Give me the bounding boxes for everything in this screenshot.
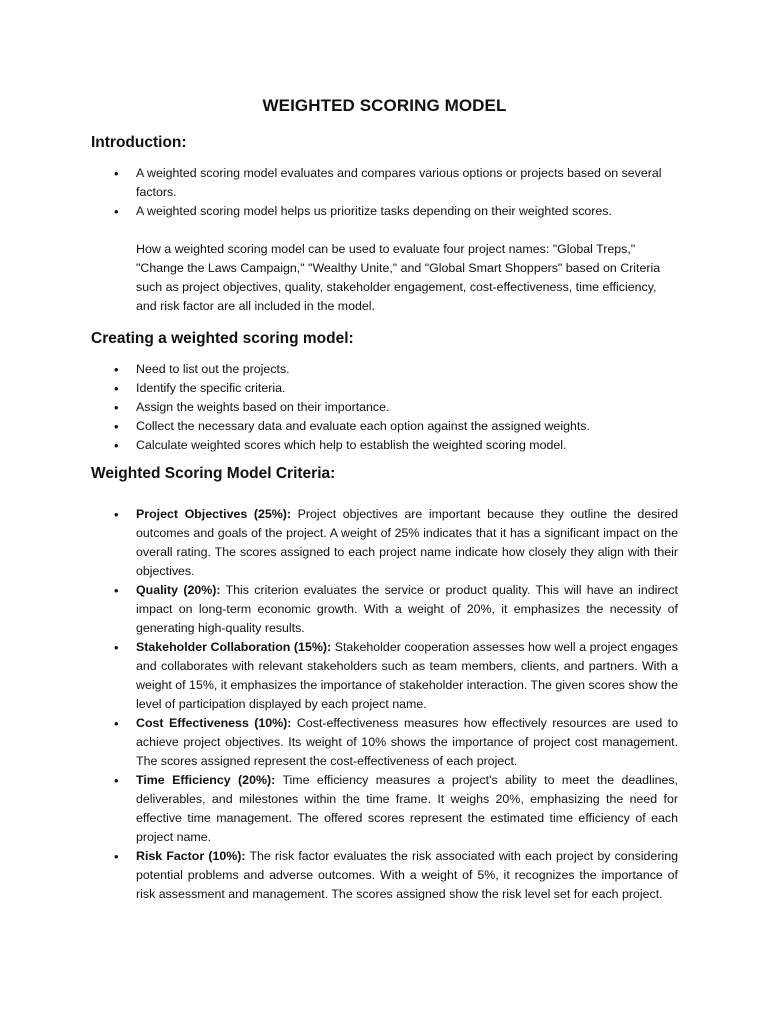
criteria-term: Project Objectives (25%): bbox=[136, 507, 291, 521]
criteria-item bbox=[91, 847, 678, 904]
introduction-list bbox=[91, 164, 678, 221]
criteria-term: Quality (20%): bbox=[136, 583, 221, 597]
bullet-icon: • bbox=[114, 849, 119, 864]
criteria-description: This criterion evaluates the service or product quality. This will have an indirect impact on long-term economic growth. With a weight of 20%, it emphasizes the necessity of generating high-quality results. bbox=[136, 583, 679, 635]
bullet-icon: • bbox=[114, 773, 119, 788]
criteria-item bbox=[91, 714, 678, 771]
list-item-text: Assign the weights based on their importance. bbox=[136, 400, 390, 414]
creating-heading: Creating a weighted scoring model: bbox=[91, 330, 354, 347]
criteria-term: Time Efficiency (20%): bbox=[136, 773, 276, 787]
bullet-icon: • bbox=[114, 419, 119, 434]
criteria-heading: Weighted Scoring Model Criteria: bbox=[91, 465, 336, 482]
criteria-list bbox=[91, 505, 678, 904]
bullet-icon: • bbox=[114, 507, 119, 522]
criteria-item bbox=[91, 638, 678, 714]
criteria-description: Stakeholder cooperation assesses how well a project engages and collaborates with relevant stakeholders such as team members, clients, and partners. With a weight of 15%, it emphasizes the importance of stakeholder interaction. The given scores show the level of participation displayed by each project name. bbox=[136, 640, 678, 711]
list-item-text: Collect the necessary data and evaluate each option against the assigned weights. bbox=[136, 419, 590, 433]
list-item bbox=[91, 164, 678, 202]
bullet-icon: • bbox=[114, 381, 119, 396]
criteria-term: Risk Factor (10%): bbox=[136, 849, 246, 863]
criteria-item bbox=[91, 581, 678, 638]
list-item-text: A weighted scoring model helps us prioritize tasks depending on their weighted scores. bbox=[136, 204, 612, 218]
criteria-term: Stakeholder Collaboration (15%): bbox=[136, 640, 332, 654]
criteria-item bbox=[91, 505, 678, 581]
introduction-heading: Introduction: bbox=[91, 134, 187, 151]
list-item bbox=[91, 379, 678, 398]
criteria-description: Cost-effectiveness measures how effectively resources are used to achieve project objectives. Its weight of 10% shows the importance of project cost management. The scores assigned represent the cost-effectiveness of each project. bbox=[136, 716, 678, 768]
criteria-term: Cost Effectiveness (10%): bbox=[136, 716, 292, 730]
bullet-icon: • bbox=[114, 362, 119, 377]
list-item bbox=[91, 398, 678, 417]
bullet-icon: • bbox=[114, 716, 119, 731]
list-item bbox=[91, 360, 678, 379]
document-title: WEIGHTED SCORING MODEL bbox=[262, 96, 507, 115]
criteria-description: The risk factor evaluates the risk associated with each project by considering potential problems and adverse outcomes. With a weight of 5%, it recognizes the importance of risk assessment and management. The scores assigned show the risk level set for each project. bbox=[136, 849, 678, 901]
list-item-text: Need to list out the projects. bbox=[136, 362, 290, 376]
creating-list bbox=[91, 360, 678, 455]
list-item-text: Calculate weighted scores which help to establish the weighted scoring model. bbox=[136, 438, 567, 452]
list-item bbox=[91, 436, 678, 455]
bullet-icon: • bbox=[114, 640, 119, 655]
list-item bbox=[91, 202, 678, 221]
bullet-icon: • bbox=[114, 583, 119, 598]
list-item-text: Identify the specific criteria. bbox=[136, 381, 286, 395]
bullet-icon: • bbox=[114, 438, 119, 453]
bullet-icon: • bbox=[114, 204, 119, 219]
introduction-paragraph: How a weighted scoring model can be used to evaluate four project names: "Global Treps," "Change the Laws Campaign," "Wealthy Unite," and "Global Smart Shoppers" based on Criteria such as project objectives, quality, stakeholder engagement, cost-effectiveness, time efficiency, and risk factor are all included in the model. bbox=[136, 242, 661, 313]
criteria-item bbox=[91, 771, 678, 847]
bullet-icon: • bbox=[114, 400, 119, 415]
list-item bbox=[91, 417, 678, 436]
criteria-description: Project objectives are important because they outline the desired outcomes and goals of the project. A weight of 25% indicates that it has a significant impact on the overall rating. The scores assigned to each project name indicate how closely they align with their objectives. bbox=[136, 507, 678, 578]
criteria-description: Time efficiency measures a project's ability to meet the deadlines, deliverables, and milestones within the time frame. It weighs 20%, emphasizing the need for effective time management. The offered scores represent the estimated time efficiency of each project name. bbox=[136, 773, 678, 844]
list-item-text: A weighted scoring model evaluates and compares various options or projects based on several factors. bbox=[136, 166, 662, 199]
bullet-icon: • bbox=[114, 166, 119, 181]
